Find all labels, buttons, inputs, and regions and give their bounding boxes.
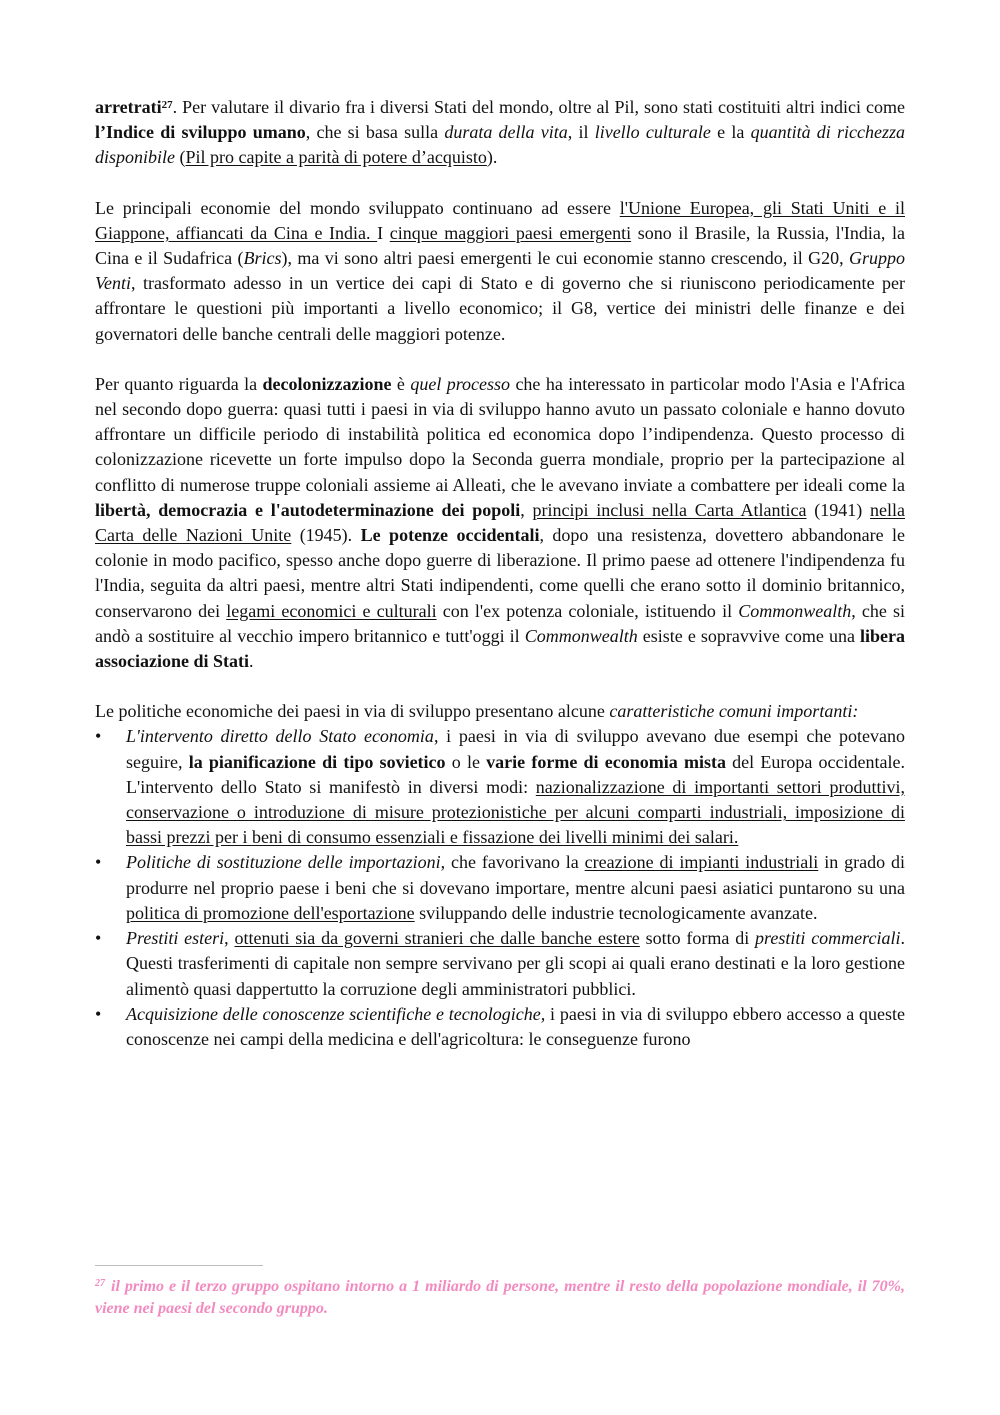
text-run: ). [486,147,498,168]
italic-term: quantità di ricchezza disponibile [95,122,905,168]
bold-term: arretrati [95,97,162,117]
text-run: e la [710,122,751,143]
text-run: , [520,499,533,520]
text-run: o le [445,751,487,772]
text-run: , che si andò a sostituire al vecchio impero britannico e tutt'oggi il [95,600,905,646]
text-run: ), ma vi sono altri paesi emergenti le cui economie stanno crescendo, il G20, [281,248,849,269]
text-run: del Europa occidentale. L'intervento dello Stato si manifestò in diversi modi: [126,751,906,797]
text-run: , che favorivano la [440,852,585,873]
underlined-phrase: creazione di impianti industriali [584,852,819,873]
underlined-phrase: legami economici e culturali [226,600,437,621]
list-item [95,850,905,926]
italic-term: Prestiti esteri [126,928,225,949]
paragraph-human-development-index [95,95,905,171]
bold-term: l’Indice di sviluppo umano [95,122,306,143]
underlined-phrase: cinque maggiori paesi emergenti [389,222,632,243]
bullet-icon: • [95,928,102,949]
paragraph-economic-policies-intro [95,699,905,724]
bold-term: decolonizzazione [262,373,392,394]
text-run: Le principali economie del mondo sviluppato continuano ad essere [95,197,620,218]
text-run: che ha interessato in particolar modo l'Asia e l'Africa nel secondo dopo guerra: quasi tutti i paesi in via di sviluppo hanno avuto un passato coloniale e hanno dovuto affrontare un difficile periodo di instabilità politica ed economica dopo l’indipendenza. Questo processo di colonizzazione ricevette un forte impulso dopo la Seconda guerra mondiale, proprio per la partecipazione al conflitto di numerose truppe coloniali assieme ai Alleati, che le avevano inviate a combattere per ideali come la [95,373,905,495]
text-run: , dopo una resistenza, dovettero abbandonare le colonie in modo pacifico, spesso anche dopo guerre di liberazione. Il primo paese ad ottenere l'indipendenza fu l'India, seguita da altri paesi, mentre altri Stati indipendenti, come quelli che erano sotto il dominio britannico, conservarono dei [95,525,905,621]
italic-term: Brics [243,248,282,269]
underlined-phrase: ottenuti sia da governi stranieri che dalle banche estere [234,928,640,949]
text-run: (1945). [291,525,361,546]
text-run: , trasformato adesso in un vertice dei capi di Stato e di governo che si riuniscono periodicamente per affrontare le questioni più importanti a livello economico; il G8, vertice dei ministri delle finanze e dei governatori delle banche centrali delle maggiori potenze. [95,273,905,344]
italic-term: durata della vita [444,122,568,143]
italic-term: Gruppo Venti [95,248,905,294]
underlined-phrase: l'Unione Europea, gli Stati Uniti e il Giappone, affiancati da Cina e India. [95,197,905,243]
text-run: con l'ex potenza coloniale, istituendo il [436,600,739,621]
text-run: esiste e sopravvive come una [637,625,860,646]
bold-term: varie forme di economia mista [486,751,726,772]
text-run: sotto forma di [639,928,756,949]
text-run: . [249,651,254,672]
text-run: . Per valutare il divario fra i diversi Stati del mondo, oltre al Pil, sono stati costituiti altri indici come [172,97,905,117]
italic-term: livello culturale [594,122,711,143]
text-run: in grado di produrre nel proprio paese i beni che si dovevano importare, mentre alcuni paesi asiatici puntarono su una [126,852,905,898]
bullet-list [95,724,905,1052]
paragraph-main-economies [95,196,905,347]
underlined-phrase: Pil pro capite a parità di potere d’acquisto [185,147,487,168]
underlined-phrase: principi inclusi nella Carta Atlantica [532,499,807,520]
text-run: Per quanto riguarda la [95,373,263,394]
text-run: sviluppando delle industrie tecnologicamente avanzate. [414,902,818,923]
italic-term: prestiti commerciali [755,928,901,949]
text-run: , che si basa sulla [305,122,445,143]
text-run: , il [567,122,595,143]
italic-term: Commonwealth [524,625,638,646]
underlined-phrase: nazionalizzazione di importanti settori produttivi, conservazione o introduzione di misure protezionistiche per alcuni comparti industriali, imposizione di bassi prezzi per i beni di consumo essenziali e fissazione dei livelli minimi dei salari. [126,776,905,848]
footnote-separator [95,1265,263,1266]
italic-term: Politiche di sostituzione delle importazioni [126,852,441,873]
footnote-number: 27 [95,1278,105,1289]
text-run: (1941) [806,499,871,520]
text-run: Le politiche economiche dei paesi in via di sviluppo presentano alcune [95,701,610,722]
bullet-icon: • [95,852,102,873]
body-text [95,95,905,1052]
italic-term: Commonwealth [738,600,852,621]
underlined-phrase: politica di promozione dell'esportazione [126,902,415,923]
underlined-phrase: nella Carta delle Nazioni Unite [95,499,906,546]
text-run: . Questi trasferimenti di capitale non sempre servivano per gli scopi ai quali erano destinati e la loro gestione alimentò quasi dappertutto la corruzione degli amministratori pubblici. [126,928,905,999]
italic-term: Acquisizione delle conoscenze scientifiche e tecnologiche, [126,1003,546,1024]
paragraph-decolonization [95,372,905,674]
text-run: i paesi in via di sviluppo ebbero accesso a queste conoscenze nei campi della medicina e dell'agricoltura: le conseguenze furono [126,1003,905,1049]
bold-term: Le potenze occidentali [360,525,540,546]
text-run: ( [175,147,186,168]
text-run: , [224,928,235,949]
text-run: , i paesi in via di sviluppo avevano due esempi che potevano seguire, [126,726,905,772]
list-item [95,926,905,1002]
italic-term: caratteristiche comuni importanti: [609,701,859,722]
list-item [95,724,905,850]
bold-term: libera associazione di Stati [95,625,905,672]
footnote-reference: 27 [161,99,173,111]
italic-term: quel processo [410,373,511,394]
list-item [95,1002,905,1052]
bullet-icon: • [95,726,102,747]
text-run: I [377,222,390,243]
footnote-text: il primo e il terzo gruppo ospitano intorno a 1 miliardo di persone, mentre il resto della popolazione mondiale, il 70%, viene nei paesi del secondo gruppo. [95,1278,905,1317]
text-run: è [391,373,411,394]
bold-term: la pianificazione di tipo sovietico [188,751,446,772]
text-run: sono il Brasile, la Russia, l'India, la Cina e il Sudafrica ( [95,222,906,269]
footnote [95,1276,905,1320]
bullet-icon: • [95,1003,102,1024]
italic-term: L'intervento diretto dello Stato economia [126,726,434,747]
bold-term: libertà, democrazia e l'autodeterminazione dei popoli [95,499,521,520]
